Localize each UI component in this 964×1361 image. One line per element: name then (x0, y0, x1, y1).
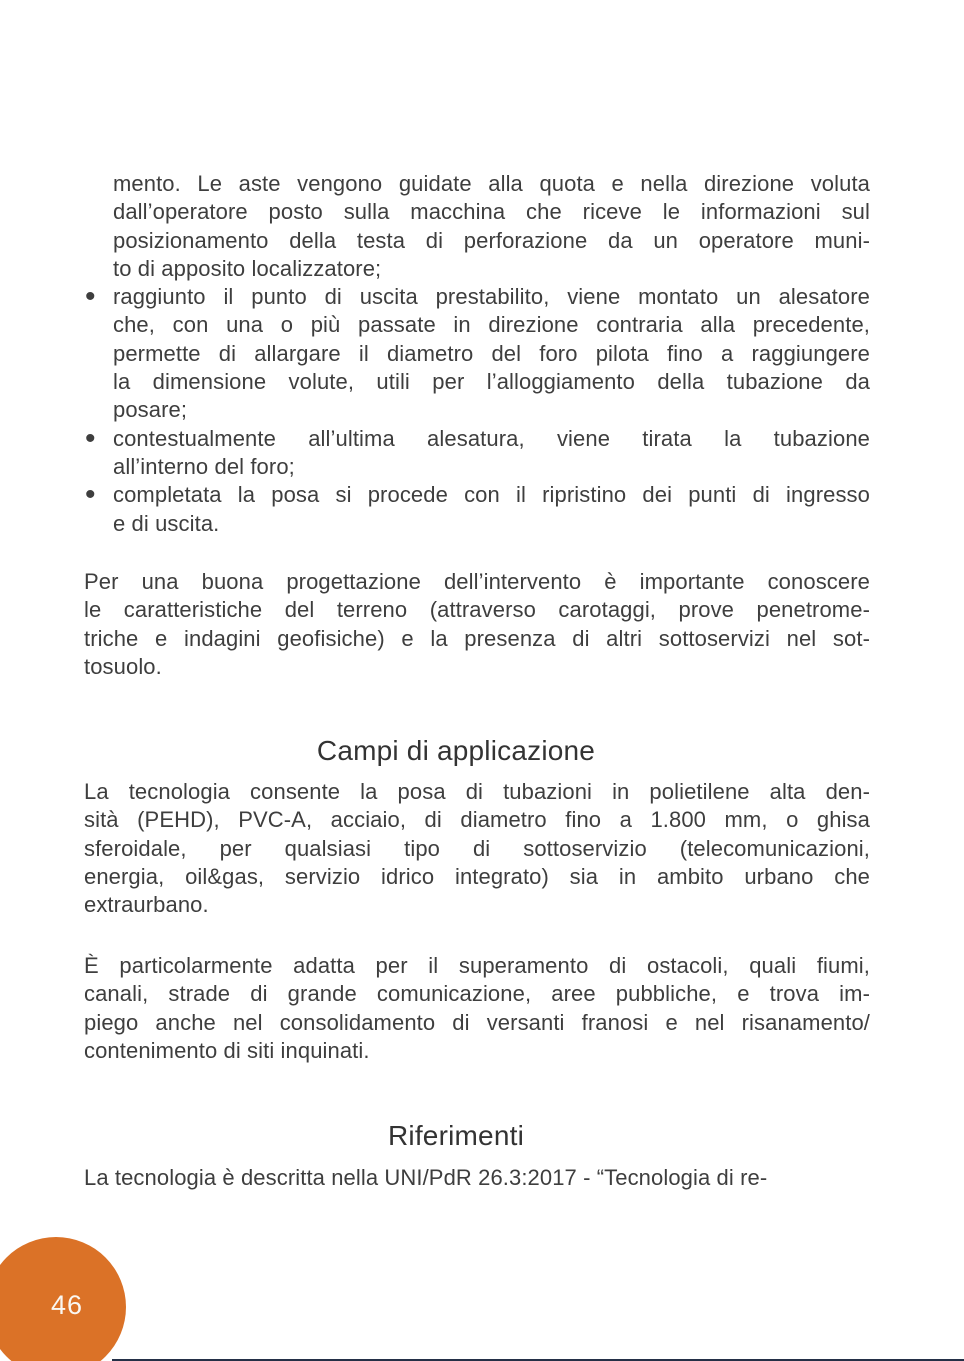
bullet-list (84, 170, 870, 538)
text-line: contenimento di siti inquinati. (84, 1037, 370, 1063)
text-line: tosuolo. (84, 653, 162, 679)
list-item (84, 280, 870, 424)
page-number-badge (0, 1237, 126, 1361)
text-line: sferoidale, per qualsiasi tipo di sottoservizio (telecomunicazioni, (84, 835, 870, 861)
text-line: extraurbano. (84, 892, 209, 918)
text-line: canali, strade di grande comunicazione, aree pubbliche, e trova im- (84, 981, 870, 1007)
text-line: Per una buona progettazione dell’intervento è importante conoscere (84, 569, 870, 594)
list-item-continuation (84, 170, 870, 283)
text-line: completata la posa si procede con il ripristino dei punti di ingresso (113, 482, 870, 508)
text-line: to di apposito localizzatore; (113, 255, 382, 281)
text-line: posizionamento della testa di perforazione da un operatore muni- (113, 227, 870, 253)
text-line: raggiunto il punto di uscita prestabilito, viene montato un alesatore (113, 284, 870, 310)
text-line: permette di allargare il diametro del foro pilota fino a raggiungere (113, 340, 870, 366)
paragraph (84, 568, 870, 681)
list-item (84, 421, 870, 482)
list-item (84, 478, 870, 538)
text-line: mento. Le aste vengono guidate alla quota e nella direzione voluta (113, 171, 870, 196)
text-line: È particolarmente adatta per il superamento di ostacoli, quali fiumi, (84, 953, 870, 978)
text-line: contestualmente all’ultima alesatura, viene tirata la tubazione (113, 425, 870, 451)
bullet-icon: • (85, 421, 96, 455)
text-line: La tecnologia è descritta nella UNI/PdR 26.3:2017 - “Tecnologia di re- (84, 1165, 768, 1190)
text-line: la dimensione volute, utili per l’alloggiamento della tubazione da (113, 369, 870, 395)
text-line: energia, oil&gas, servizio idrico integrato) sia in ambito urbano che (84, 863, 870, 889)
text-line: e di uscita. (113, 510, 220, 536)
text-line: le caratteristiche del terreno (attraverso carotaggi, prove penetrome- (84, 597, 870, 623)
bullet-icon: • (85, 280, 96, 314)
text-line: all’interno del foro; (113, 453, 295, 479)
text-line: posare; (113, 397, 188, 423)
section-heading-campi-di-applicazione: Campi di applicazione (316, 735, 596, 767)
page-number: 46 (50, 1289, 84, 1320)
text-line: triche e indagini geofisiche) e la presenza di altri sottoservizi nel sot- (84, 625, 870, 651)
paragraph (84, 952, 870, 1065)
text-line: che, con una o più passate in direzione contraria alla precedente, (113, 312, 870, 338)
text-line: piego anche nel consolidamento di versanti franosi e nel risanamento/ (84, 1009, 870, 1035)
bullet-icon: • (85, 478, 96, 512)
text-line: dall’operatore posto sulla macchina che riceve le informazioni sul (113, 199, 870, 225)
paragraph (84, 1164, 870, 1192)
section-heading-riferimenti: Riferimenti (387, 1120, 524, 1152)
text-line: sità (PEHD), PVC-A, acciaio, di diametro fino a 1.800 mm, o ghisa (84, 807, 870, 833)
paragraph (84, 778, 870, 919)
text-line: La tecnologia consente la posa di tubazioni in polietilene alta den- (84, 779, 870, 804)
